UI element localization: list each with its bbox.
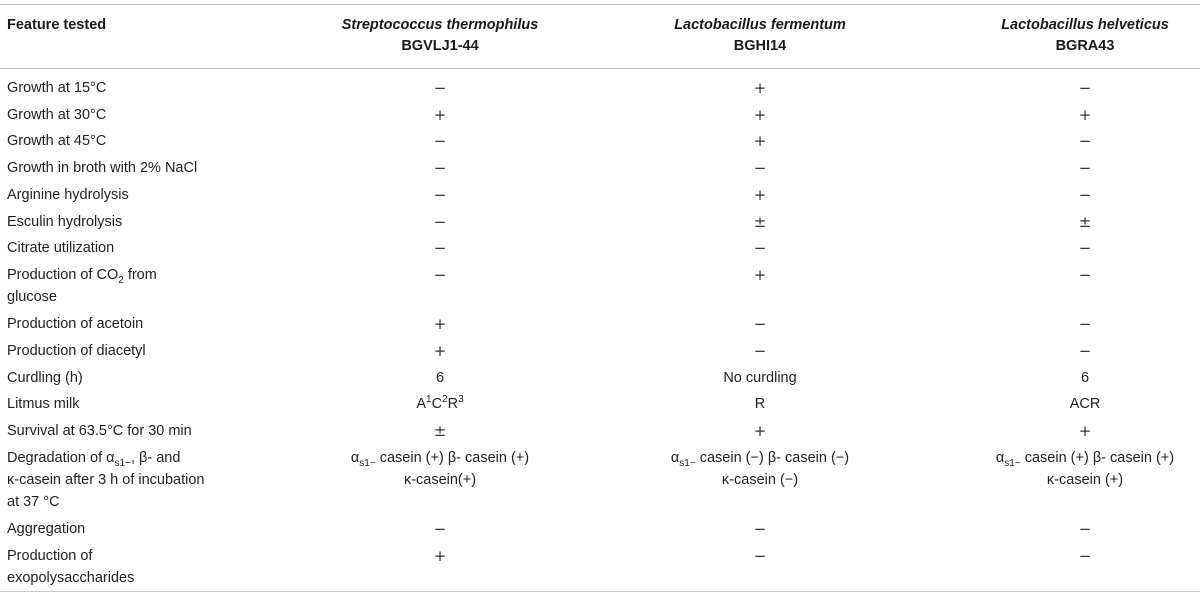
value-line2: κ-casein (−) <box>721 472 799 488</box>
value-part: casein (+) β- casein (+) <box>375 450 530 466</box>
value-streptococcus: − <box>433 79 447 97</box>
value-line2: κ-casein (+) <box>1046 472 1124 488</box>
litmus-superscript: 1 <box>426 394 432 406</box>
value-streptococcus: − <box>433 213 447 231</box>
value-streptococcus: + <box>433 342 447 360</box>
feature-label: Growth at 15°C <box>7 80 107 96</box>
header-col2-species: Lactobacillus fermentum <box>674 17 846 33</box>
value-helveticus: − <box>1078 79 1092 97</box>
feature-label-part: Degradation of α <box>7 450 115 466</box>
value-helveticus: − <box>1078 520 1092 538</box>
value-streptococcus: − <box>433 132 447 150</box>
feature-label-line2: glucose <box>7 289 57 305</box>
litmus-part: R <box>447 396 459 412</box>
value-helveticus: − <box>1078 547 1092 565</box>
feature-label: Production of acetoin <box>7 316 144 332</box>
header-col1-strain: BGVLJ1-44 <box>401 38 479 54</box>
value-fermentum: + <box>753 79 767 97</box>
value-helveticus: ACR <box>1069 396 1101 412</box>
value-helveticus: 6 <box>1080 370 1090 386</box>
value-part: casein (−) β- casein (−) <box>695 450 850 466</box>
value-part: α <box>995 450 1005 466</box>
value-fermentum: No curdling <box>723 370 797 386</box>
value-helveticus: − <box>1078 132 1092 150</box>
header-col3-species: Lactobacillus helveticus <box>1001 17 1169 33</box>
feature-label: Litmus milk <box>7 396 80 412</box>
value-fermentum: − <box>753 342 767 360</box>
value-fermentum: − <box>753 547 767 565</box>
value-fermentum: + <box>753 266 767 284</box>
header-col-fermentum <box>610 15 910 57</box>
litmus-superscript: 2 <box>442 394 448 406</box>
value-fermentum: + <box>753 132 767 150</box>
value-streptococcus <box>290 447 590 491</box>
value-helveticus: + <box>1078 106 1092 124</box>
feature-label: Production of diacetyl <box>7 343 146 359</box>
value-helveticus: − <box>1078 239 1092 257</box>
value-streptococcus: − <box>433 239 447 257</box>
header-col-streptococcus <box>290 15 590 57</box>
litmus-part: C <box>431 396 443 412</box>
feature-label: Growth in broth with 2% NaCl <box>7 160 198 176</box>
feature-label <box>7 447 235 513</box>
value-subscript: s1− <box>679 457 696 469</box>
header-col2-strain: BGHI14 <box>733 38 787 54</box>
litmus-superscript: 3 <box>458 394 464 406</box>
value-helveticus: − <box>1078 159 1092 177</box>
feature-label: Survival at 63.5°C for 30 min <box>7 423 192 439</box>
header-col-helveticus <box>935 15 1200 57</box>
feature-label-line2: κ-casein after 3 h of incubation <box>7 472 205 488</box>
litmus-part: A <box>416 396 426 412</box>
value-streptococcus <box>290 393 590 415</box>
feature-label-part: from <box>123 267 157 283</box>
value-streptococcus: + <box>433 106 447 124</box>
table-header-rule <box>0 68 1200 69</box>
feature-label: Growth at 45°C <box>7 133 107 149</box>
value-line2: κ-casein(+) <box>403 472 477 488</box>
value-fermentum <box>610 447 910 491</box>
value-helveticus: − <box>1078 186 1092 204</box>
feature-label-subscript: 2 <box>118 274 124 286</box>
feature-label: Curdling (h) <box>7 370 83 386</box>
value-fermentum: + <box>753 106 767 124</box>
feature-label: Esculin hydrolysis <box>7 214 123 230</box>
value-helveticus: − <box>1078 342 1092 360</box>
value-fermentum: + <box>753 422 767 440</box>
feature-label-part: , β- and <box>130 450 181 466</box>
feature-label <box>7 545 235 589</box>
value-fermentum: R <box>754 396 766 412</box>
feature-label: Arginine hydrolysis <box>7 187 129 203</box>
value-streptococcus: ± <box>433 422 447 440</box>
value-helveticus: + <box>1078 422 1092 440</box>
feature-label-line3: at 37 °C <box>7 494 60 510</box>
feature-label: Aggregation <box>7 521 86 537</box>
value-fermentum: − <box>753 159 767 177</box>
header-col3-strain: BGRA43 <box>1055 38 1115 54</box>
header-feature-tested: Feature tested <box>7 17 107 33</box>
value-helveticus: − <box>1078 315 1092 333</box>
feature-label-part: Production of CO <box>7 267 119 283</box>
header-col1-species: Streptococcus thermophilus <box>341 17 539 33</box>
value-helveticus: ± <box>1078 213 1092 231</box>
feature-label-line2: exopolysaccharides <box>7 570 135 586</box>
value-streptococcus: + <box>433 547 447 565</box>
value-helveticus: − <box>1078 266 1092 284</box>
feature-label: Citrate utilization <box>7 240 115 256</box>
value-helveticus <box>935 447 1200 491</box>
table-top-rule <box>0 4 1200 5</box>
value-fermentum: ± <box>753 213 767 231</box>
value-subscript: s1− <box>359 457 376 469</box>
feature-label-line1: Production of <box>7 548 93 564</box>
value-part: α <box>670 450 680 466</box>
value-part: casein (+) β- casein (+) <box>1020 450 1175 466</box>
feature-label <box>7 264 235 308</box>
value-part: α <box>350 450 360 466</box>
value-fermentum: + <box>753 186 767 204</box>
value-streptococcus: − <box>433 266 447 284</box>
value-streptococcus: + <box>433 315 447 333</box>
value-streptococcus: − <box>433 159 447 177</box>
value-fermentum: − <box>753 315 767 333</box>
value-streptococcus: − <box>433 520 447 538</box>
value-fermentum: − <box>753 520 767 538</box>
value-streptococcus: − <box>433 186 447 204</box>
feature-label: Growth at 30°C <box>7 107 107 123</box>
feature-label-subscript: s1− <box>114 457 131 469</box>
table-bottom-rule <box>0 591 1200 592</box>
value-streptococcus: 6 <box>435 370 445 386</box>
value-fermentum: − <box>753 239 767 257</box>
value-subscript: s1− <box>1004 457 1021 469</box>
